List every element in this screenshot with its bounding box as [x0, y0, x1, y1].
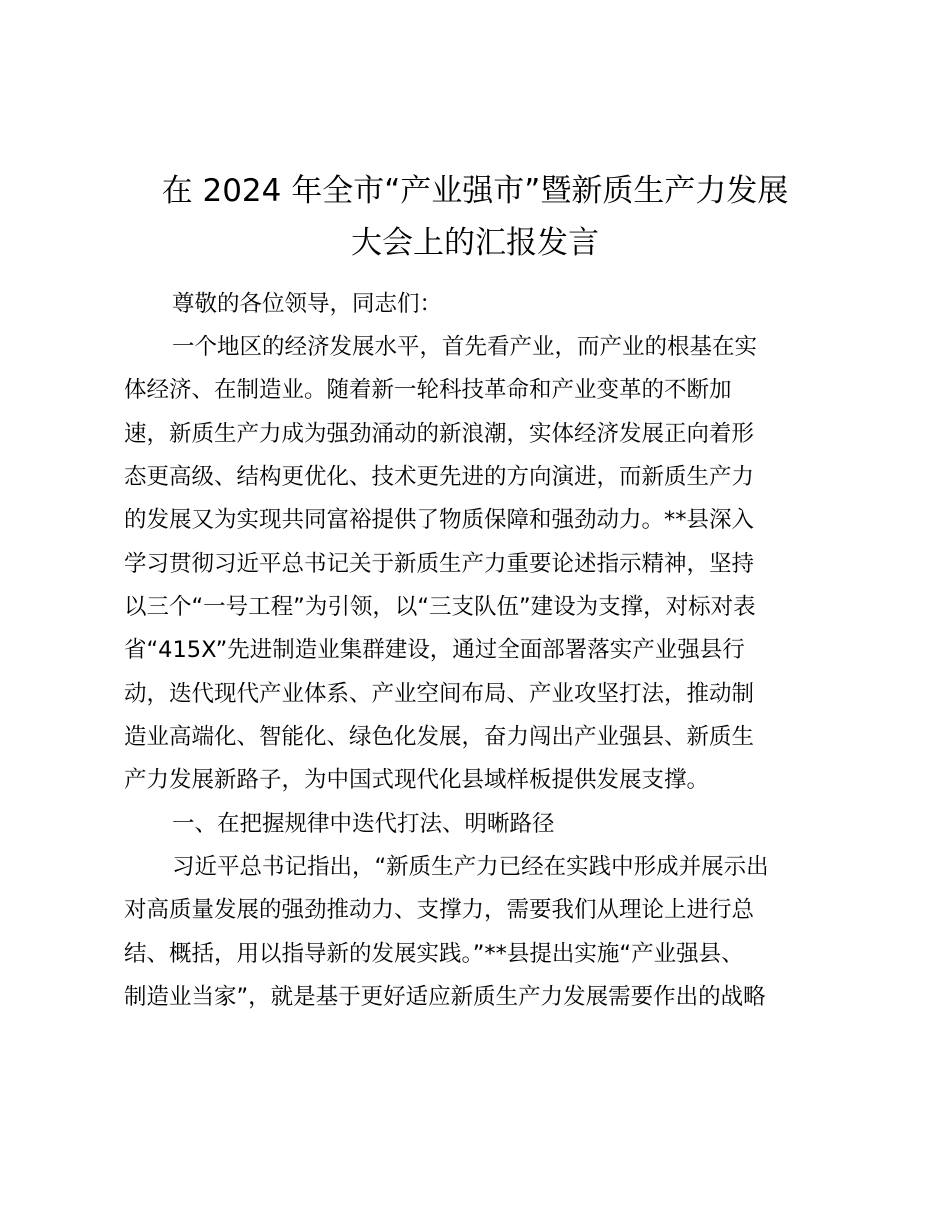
- paragraph-2-line-1: 习近平总书记指出，“新质生产力已经在实践中形成并展示出: [172, 854, 769, 880]
- paragraph-1-line-6: 学习贯彻习近平总书记关于新质生产力重要论述指示精神，坚持: [124, 551, 755, 577]
- paragraph-2-line-4: 制造业当家”，就是基于更好适应新质生产力发展需要作出的战略: [124, 984, 766, 1010]
- document-title-line-1: 在 2024 年全市“产业强市”暨新质生产力发展: [161, 173, 789, 209]
- paragraph-1-line-11: 产力发展新路子，为中国式现代化县域样板提供发展支撑。: [124, 767, 710, 793]
- section-heading-1: 一、在把握规律中迭代打法、明晰路径: [172, 811, 555, 837]
- document-title-line-2: 大会上的汇报发言: [351, 225, 599, 261]
- paragraph-1-line-1: 一个地区的经济发展水平，首先看产业，而产业的根基在实: [172, 334, 758, 360]
- paragraph-1-line-7: 以三个“一号工程”为引领，以“三支队伍”建设为支撑，对标对表: [124, 594, 756, 620]
- paragraph-1-line-3: 速，新质生产力成为强劲涌动的新浪潮，实体经济发展正向着形: [124, 421, 755, 447]
- paragraph-1-line-8: 省“415X”先进制造业集群建设，通过全面部署落实产业强县行: [124, 637, 745, 663]
- paragraph-1-line-5: 的发展又为实现共同富裕提供了物质保障和强劲动力。**县深入: [124, 507, 755, 533]
- paragraph-1-line-10: 造业高端化、智能化、绿色化发展，奋力闯出产业强县、新质生: [124, 724, 755, 750]
- paragraph-2-line-3: 结、概括，用以指导新的发展实践。”**县提出实施“产业强县、: [124, 941, 744, 967]
- paragraph-2-line-2: 对高质量发展的强劲推动力、支撑力，需要我们从理论上进行总: [124, 897, 755, 923]
- salutation: 尊敬的各位领导，同志们：: [172, 291, 443, 317]
- paragraph-1-line-2: 体经济、在制造业。随着新一轮科技革命和产业变革的不断加: [124, 377, 732, 403]
- paragraph-1-line-9: 动，迭代现代产业体系、产业空间布局、产业攻坚打法，推动制: [124, 681, 755, 707]
- paragraph-1-line-4: 态更高级、结构更优化、技术更先进的方向演进，而新质生产力: [124, 464, 755, 490]
